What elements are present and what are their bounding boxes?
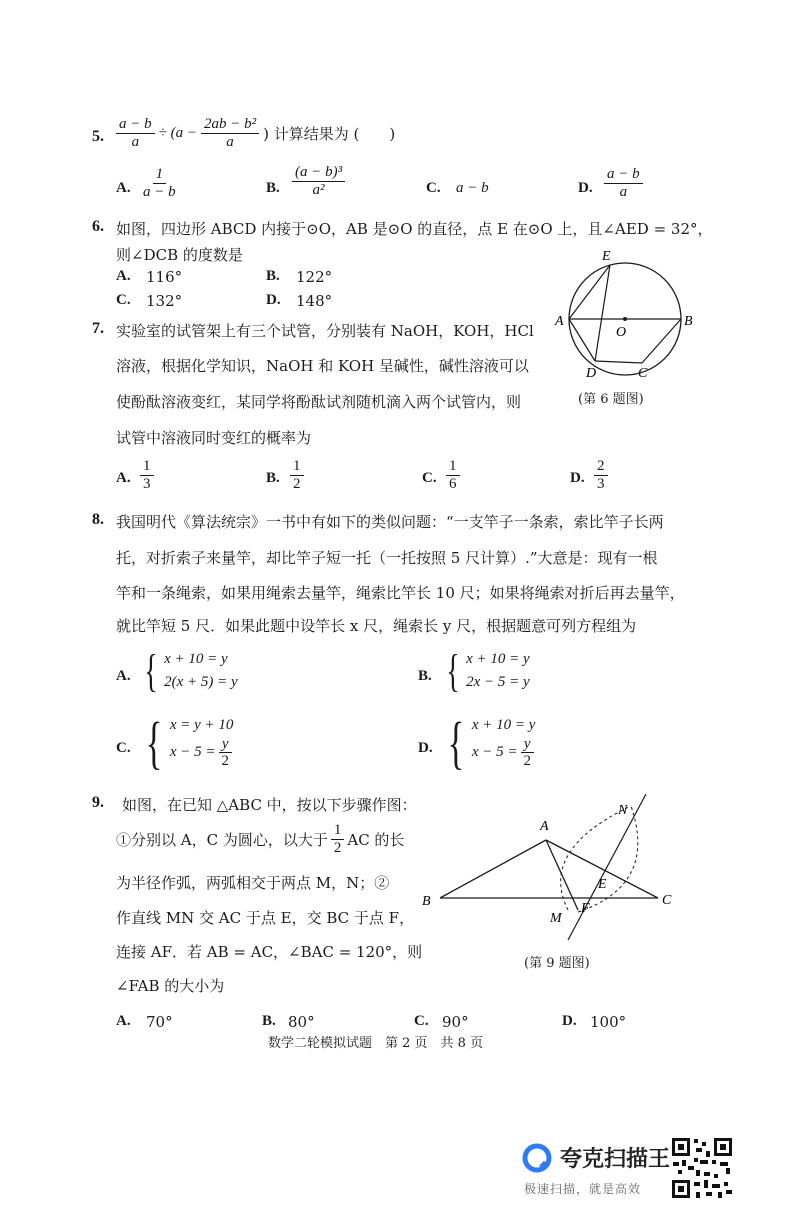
- q5-d-den: a: [619, 183, 628, 200]
- q9-label-a: A: [540, 819, 549, 834]
- q7-d-den: 3: [597, 475, 605, 492]
- q9-option-b: 80°: [288, 1013, 315, 1031]
- q6-label-o: O: [616, 325, 627, 340]
- q6-line2: 则∠DCB 的度数是: [116, 246, 243, 264]
- q8-d-row2-den: 2: [523, 753, 531, 770]
- q5-a-den: a − b: [143, 183, 176, 200]
- q7-line3: 使酚酞溶液变红，某同学将酚酞试剂随机滴入两个试管内，则: [116, 393, 522, 411]
- q8-line4: 就比竿短 5 尺．如果此题中设竿长 x 尺，绳索长 y 尺，根据题意可列方程组为: [116, 617, 637, 635]
- q9-line2-den: 2: [333, 839, 342, 856]
- q9-line6: ∠FAB 的大小为: [116, 977, 225, 995]
- q5-option-a: [140, 166, 179, 200]
- q9-option-d: 100°: [590, 1013, 627, 1031]
- q7-number: 7.: [92, 320, 104, 337]
- q6-option-c-label: C.: [116, 292, 131, 308]
- q9-label-e: E: [598, 877, 607, 892]
- q6-label-e: E: [602, 249, 611, 264]
- q5-inner-num: 2ab − b²: [201, 116, 259, 134]
- q6-option-a-label: A.: [116, 268, 131, 284]
- q5-option-b: [292, 164, 345, 198]
- q6-option-a: 116°: [146, 268, 183, 286]
- q5-tail: ) 计算结果为 ( ): [263, 124, 396, 143]
- q8-a-row1: x + 10 = y: [164, 651, 228, 667]
- q9-seg-ab: [440, 840, 546, 898]
- q5-d-num: a − b: [604, 166, 643, 184]
- q8-b-row1: x + 10 = y: [466, 651, 530, 667]
- q7-b-den: 2: [293, 475, 301, 492]
- q7-option-c: [446, 458, 460, 492]
- q9-option-d-label: D.: [562, 1013, 577, 1029]
- q8-option-d-label: D.: [418, 740, 433, 756]
- q7-a-den: 3: [143, 475, 151, 492]
- q7-b-num: 1: [290, 458, 304, 476]
- q8-line2: 托，对折索子来量竿，却比竿子短一托（一托按照 5 尺计算）.”大意是：现有一根: [116, 549, 658, 567]
- q9-line1: 如图，在已知 △ABC 中，按以下步骤作图：: [122, 796, 417, 814]
- q9-line2-num: 1: [331, 822, 345, 840]
- q6-seg-dc: [595, 361, 642, 363]
- q5-left-num: a − b: [116, 116, 155, 134]
- q7-line2: 溶液，根据化学知识，NaOH 和 KOH 呈碱性，碱性溶液可以: [116, 357, 529, 375]
- q9-number: 9.: [92, 794, 104, 811]
- q9-label-n: N: [618, 803, 628, 818]
- q5-expression: [116, 116, 395, 150]
- q9-seg-af: [546, 840, 578, 910]
- q6-seg-cb: [642, 319, 681, 363]
- q9-arc-right: [578, 806, 638, 912]
- q6-line1: 如图，四边形 ABCD 内接于⊙O，AB 是⊙O 的直径，点 E 在⊙O 上，且∠AED = 32°，: [116, 220, 713, 238]
- q8-c-row2-left: x − 5 =: [169, 744, 216, 760]
- q7-option-d-label: D.: [570, 470, 585, 486]
- q5-left-fraction: [116, 116, 155, 150]
- q9-label-m: M: [550, 911, 562, 926]
- page-info: 数学二轮模拟试题 第 2 页 共 8 页: [268, 1036, 484, 1051]
- q8-a-row2: 2(x + 5) = y: [164, 674, 238, 691]
- q8-option-c-system: { x = y + 10 x − 5 = $\frac{y}{2}$: [145, 710, 234, 775]
- q7-option-a-label: A.: [116, 470, 131, 486]
- q8-number: 8.: [92, 511, 104, 528]
- q8-option-a-label: A.: [116, 668, 131, 684]
- q9-line2-b: AC 的长: [347, 830, 405, 849]
- q8-line3: 竿和一条绳索，如果用绳索去量竿，绳索比竿长 10 尺；如果将绳索对折后再去量竿，: [116, 584, 685, 602]
- q8-option-c-label: C.: [116, 740, 131, 756]
- q8-option-b-system: { x + 10 = y 2x − 5 = y: [446, 645, 530, 697]
- q8-option-a-system: { x + 10 = y 2(x + 5) = y: [144, 645, 238, 697]
- q9-label-b: B: [422, 894, 431, 909]
- q5-inner-den: a: [226, 133, 234, 150]
- q7-option-b-label: B.: [266, 470, 280, 486]
- q9-option-c-label: C.: [414, 1013, 429, 1029]
- q6-label-b: B: [684, 314, 693, 329]
- q7-option-b: [290, 458, 304, 492]
- q7-option-a: [140, 458, 154, 492]
- q5-inner-fraction: [201, 116, 259, 150]
- q8-d-row2-left: x − 5 =: [471, 744, 518, 760]
- q8-option-b-label: B.: [418, 668, 432, 684]
- scanner-brand: [522, 1142, 670, 1173]
- q9-figure: [418, 790, 688, 950]
- q8-option-d-system: { x + 10 = y x − 5 = $\frac{y}{2}$: [447, 710, 536, 775]
- q7-option-d: [594, 458, 608, 492]
- q8-c-row2-num: y: [219, 736, 232, 754]
- q6-label-c: C: [638, 366, 648, 381]
- q6-number: 6.: [92, 218, 104, 235]
- q6-option-c: 132°: [146, 292, 183, 310]
- q5-option-c-label: C.: [426, 180, 441, 196]
- q5-mid: ÷ (a −: [158, 124, 197, 141]
- q9-label-f: F: [581, 901, 590, 916]
- q6-seg-ae: [569, 265, 610, 319]
- q7-a-num: 1: [140, 458, 154, 476]
- q9-line3: 为半径作弧，两弧相交于两点 M，N；②: [116, 874, 390, 892]
- q7-d-num: 2: [594, 458, 608, 476]
- q6-figure: [550, 244, 700, 384]
- q5-option-a-label: A.: [116, 180, 131, 196]
- q6-seg-ed: [595, 265, 610, 361]
- q7-c-num: 1: [446, 458, 460, 476]
- q9-line2: [116, 822, 404, 856]
- q8-line1: 我国明代《算法统宗》一书中有如下的类似问题：“一支竿子一条索，索比竿子长两: [116, 513, 664, 531]
- q5-left-den: a: [131, 133, 140, 150]
- q9-option-a-label: A.: [116, 1013, 131, 1029]
- q7-option-c-label: C.: [422, 470, 437, 486]
- q6-option-d-label: D.: [266, 292, 281, 308]
- q6-center-dot: [623, 317, 627, 321]
- q5-b-den: a²: [312, 181, 325, 198]
- q9-line-mn: [568, 794, 646, 940]
- q9-caption: (第 9 题图): [524, 956, 590, 971]
- q9-line5: 连接 AF．若 AB = AC，∠BAC = 120°，则: [116, 943, 423, 961]
- q6-label-d: D: [586, 366, 597, 381]
- q6-caption: (第 6 题图): [578, 392, 644, 407]
- q8-c-row1: x = y + 10: [169, 717, 234, 734]
- q5-a-num: 1: [153, 166, 167, 184]
- q5-option-c: a − b: [456, 180, 489, 196]
- q9-label-c: C: [662, 893, 672, 908]
- q8-d-row2-num: y: [521, 736, 534, 754]
- q6-label-a: A: [555, 314, 564, 329]
- scanner-brand-name: 夸克扫描王: [560, 1147, 671, 1172]
- scanner-logo-icon: [522, 1143, 552, 1173]
- q8-c-row2-den: 2: [221, 753, 229, 770]
- scanner-slogan: 极速扫描，就是高效: [524, 1182, 642, 1196]
- q9-option-a: 70°: [146, 1013, 173, 1031]
- q9-line2-a: ①分别以 A，C 为圆心，以大于: [116, 830, 328, 849]
- q6-option-b: 122°: [296, 268, 333, 286]
- qr-code-icon: [670, 1136, 734, 1200]
- q9-line4: 作直线 MN 交 AC 于点 E，交 BC 于点 F，: [116, 909, 415, 927]
- q5-option-b-label: B.: [266, 180, 280, 196]
- q5-b-num: (a − b)³: [292, 164, 345, 182]
- q6-option-d: 148°: [296, 292, 333, 310]
- q5-number: 5.: [92, 128, 104, 145]
- q8-b-row2: 2x − 5 = y: [466, 674, 530, 691]
- q8-d-row1: x + 10 = y: [471, 717, 536, 734]
- q6-option-b-label: B.: [266, 268, 280, 284]
- q7-c-den: 6: [449, 475, 457, 492]
- q7-line1: 实验室的试管架上有三个试管，分别装有 NaOH，KOH，HCl: [116, 322, 534, 340]
- q5-option-d-label: D.: [578, 180, 593, 196]
- q9-option-c: 90°: [442, 1013, 469, 1031]
- q5-option-d: [604, 166, 643, 200]
- q9-option-b-label: B.: [262, 1013, 276, 1029]
- q7-line4: 试管中溶液同时变红的概率为: [116, 429, 312, 447]
